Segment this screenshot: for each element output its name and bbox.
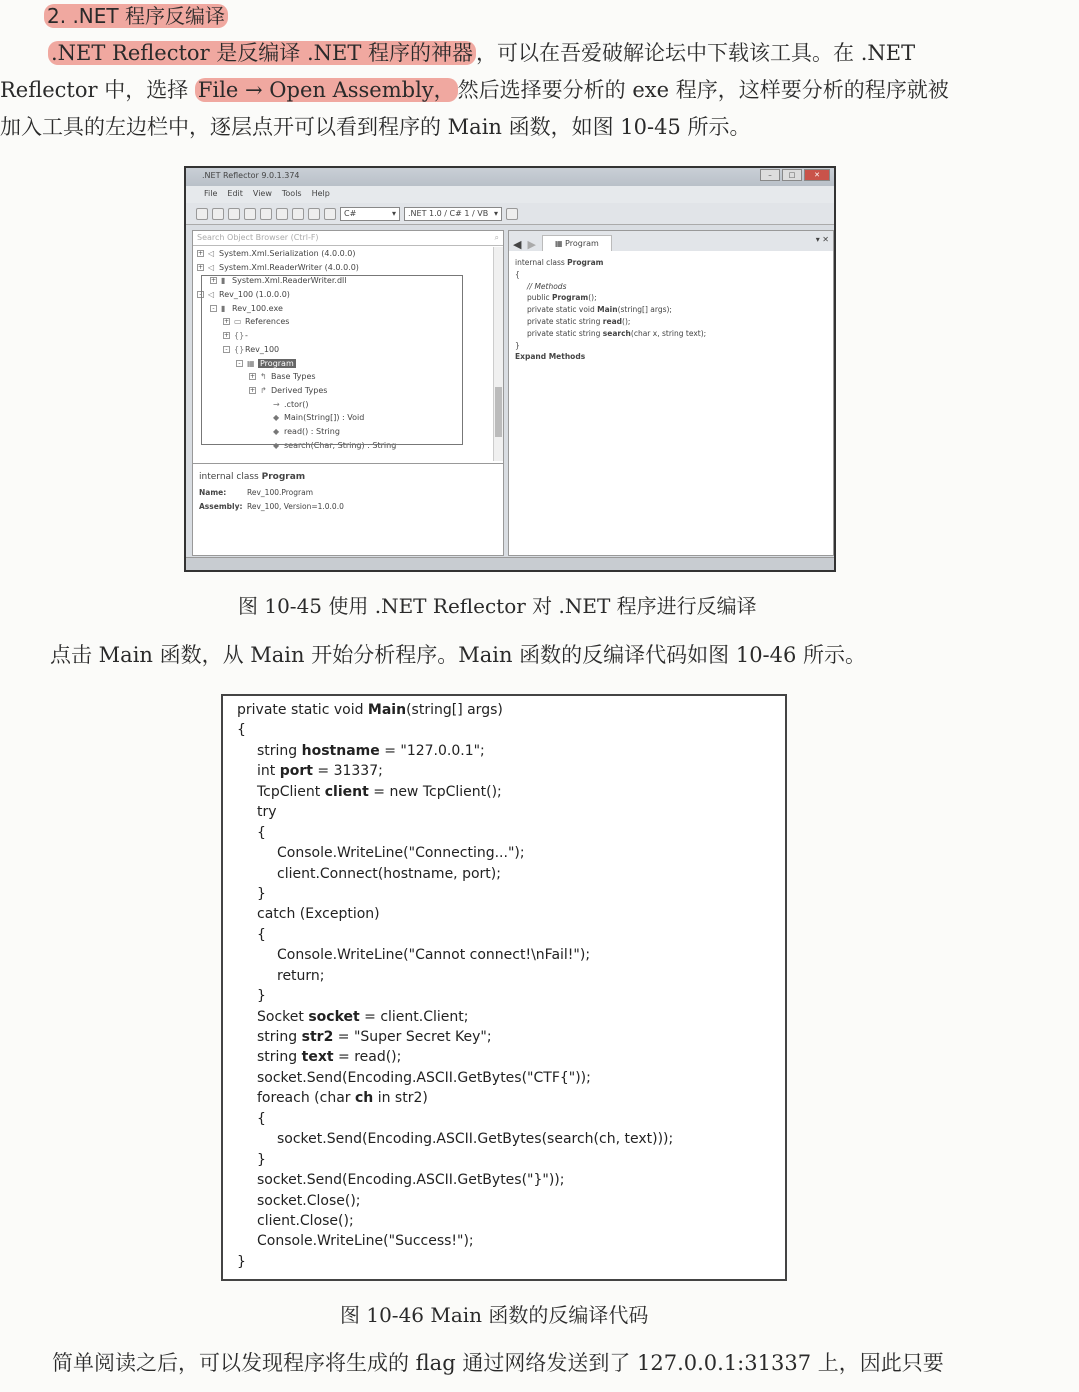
code-text: Console.WriteLine("Success!"); — [257, 1233, 474, 1250]
method-icon: ◆ — [273, 426, 280, 436]
code-text: = "Super Secret Key"; — [333, 1029, 492, 1045]
code-line — [237, 904, 785, 924]
method-icon: ◆ — [273, 440, 280, 450]
code-line — [237, 1068, 785, 1088]
code-line — [515, 316, 827, 328]
paragraph-line: 加入工具的左边栏中，逐层点开可以看到程序的 Main 函数，如图 10-45 所示。 — [0, 115, 751, 139]
expand-icon[interactable]: - — [210, 305, 217, 312]
code-text: string — [257, 1029, 302, 1045]
code-text: return; — [277, 967, 325, 984]
chevron-down-icon: ▾ — [493, 208, 498, 218]
code-text: in str2) — [373, 1090, 428, 1107]
code-text: { — [257, 824, 266, 841]
code-text: } — [237, 1253, 246, 1270]
close-tab-icon[interactable]: ▾ ✕ — [815, 235, 829, 244]
expand-icon[interactable]: - — [236, 360, 243, 367]
status-bar — [186, 557, 834, 570]
code-line — [237, 1191, 785, 1211]
main-code-figure — [221, 694, 787, 1281]
code-text: } — [257, 1151, 266, 1168]
code-text: TcpClient — [257, 783, 325, 800]
code-line — [237, 761, 785, 781]
tree-item-label: search(Char, String) : String — [284, 440, 397, 450]
reflector-screenshot — [184, 166, 836, 572]
expand-icon[interactable]: + — [224, 332, 230, 340]
code-text: int — [257, 763, 280, 780]
warning-icon[interactable] — [324, 208, 336, 220]
code-line — [515, 269, 827, 281]
scrollbar[interactable] — [493, 247, 503, 461]
code-text: { — [237, 722, 246, 739]
code-line — [237, 1047, 785, 1067]
tree-item-label: Rev_100 — [245, 344, 280, 354]
expand-icon[interactable]: - — [197, 291, 204, 298]
expand-icon[interactable]: + — [198, 263, 204, 271]
paragraph-line: .NET Reflector 是反编译 .NET 程序的神器 ，可以在吾爱破解论坛中下载该工具。在 .NET — [48, 35, 915, 72]
open-icon[interactable] — [228, 208, 240, 220]
code-line — [237, 741, 785, 761]
code-line — [237, 1007, 785, 1027]
tree-item-label: Base Types — [271, 372, 316, 382]
code-line — [237, 925, 785, 945]
code-line — [237, 884, 785, 904]
code-text: Console.WriteLine("Connecting..."); — [277, 845, 525, 862]
paragraph-line: Reflector 中，选择 File → Open Assembly， 然后选择要分析的 exe 程序，这样要分析的程序就被 — [0, 78, 949, 102]
code-text: { — [257, 926, 266, 943]
section-heading: 2. .NET 程序反编译 — [44, 2, 228, 30]
code-line — [237, 864, 785, 884]
code-line — [237, 1252, 785, 1272]
save-icon[interactable] — [244, 208, 256, 220]
expand-icon[interactable]: + — [224, 318, 230, 326]
code-identifier: socket — [308, 1008, 360, 1025]
assembly-icon: ◁ — [208, 249, 215, 258]
tree-item-label: Rev_100.exe — [232, 303, 283, 313]
code-text: private static string — [527, 328, 603, 338]
back-icon[interactable] — [196, 208, 208, 220]
base-icon: ↰ — [260, 372, 267, 382]
minimize-icon[interactable]: – — [760, 169, 780, 181]
tree-item[interactable] — [193, 247, 493, 261]
menu-item-view[interactable]: View — [252, 189, 272, 198]
code-line — [237, 1109, 785, 1129]
details-pane: internal class Program Name: Rev_100.Program Assembly: Rev_100, Version=1.0.0.0 — [193, 463, 503, 555]
language-select[interactable]: C# ▾ — [340, 207, 400, 221]
code-line — [515, 292, 827, 304]
module-icon: ▮ — [221, 276, 226, 286]
tree-item-label: .ctor() — [284, 399, 309, 409]
close-icon[interactable]: ✕ — [804, 169, 830, 181]
code-line — [237, 782, 785, 802]
code-text: (); — [588, 293, 597, 303]
code-view-pane — [508, 230, 834, 556]
tree-item-label: read() : String — [284, 426, 340, 436]
code-text: client.Close(); — [257, 1212, 354, 1229]
code-text: (); — [622, 316, 631, 326]
expand-icon[interactable]: + — [250, 386, 256, 394]
code-line — [515, 257, 827, 269]
options-icon[interactable] — [506, 208, 518, 220]
code-identifier: Expand Methods — [515, 352, 586, 362]
code-identifier: ch — [354, 1090, 374, 1107]
code-identifier: search — [602, 328, 631, 338]
search-input[interactable]: Search Object Browser (Ctrl-F) ⌕ — [193, 231, 503, 246]
code-text: = new TcpClient(); — [368, 783, 502, 800]
code-text: socket.Send(Encoding.ASCII.GetBytes(search(ch, text))); — [277, 1131, 674, 1148]
back-icon[interactable]: ◀ — [513, 238, 522, 251]
tree-item-label: System.Xml.ReaderWriter (4.0.0.0) — [219, 262, 359, 272]
code-identifier: Main — [597, 305, 618, 315]
search-icon[interactable] — [308, 208, 320, 220]
tree-item-label: Derived Types — [271, 385, 328, 395]
code-text: } — [257, 988, 266, 1005]
decompiled-class — [509, 251, 833, 369]
code-text: // Methods — [527, 281, 567, 291]
expand-icon[interactable]: + — [250, 373, 256, 381]
module-icon: ▮ — [221, 303, 226, 313]
code-text: client.Connect(hostname, port); — [277, 865, 501, 882]
code-identifier: Main — [367, 702, 407, 718]
figure-caption: 图 10-46 Main 函数的反编译代码 — [340, 1303, 649, 1327]
code-line — [237, 802, 785, 822]
code-text: (char x, string text); — [630, 328, 707, 338]
menu-item-file[interactable]: File — [204, 189, 218, 198]
code-text: public — [527, 293, 552, 303]
code-text: } — [515, 340, 520, 350]
menu-bar — [186, 186, 834, 203]
tree-item-label: - — [245, 331, 248, 341]
forward-icon[interactable] — [212, 208, 224, 220]
tree-item-label: Rev_100 (1.0.0.0) — [219, 290, 290, 300]
code-line — [237, 1170, 785, 1190]
code-line — [237, 1129, 785, 1149]
code-text: internal class — [515, 258, 568, 267]
code-text: private static string — [527, 316, 603, 326]
tree-item-label: System.Xml.Serialization (4.0.0.0) — [219, 249, 356, 258]
code-identifier: read — [602, 316, 623, 326]
code-text: (string[] args); — [617, 305, 672, 315]
code-text: = "127.0.0.1"; — [379, 742, 485, 759]
code-line — [237, 1150, 785, 1170]
assembly-icon: ◁ — [208, 290, 215, 300]
code-line — [515, 351, 827, 363]
code-text: = 31337; — [312, 763, 383, 780]
tab-program[interactable]: ▦ Program — [542, 235, 612, 251]
paragraph-line: 点击 Main 函数，从 Main 开始分析程序。Main 函数的反编译代码如图 10-46 所示。 — [50, 643, 867, 667]
code-text: socket.Send(Encoding.ASCII.GetBytes("CTF{")); — [257, 1069, 591, 1086]
browser-icon[interactable] — [276, 208, 288, 220]
code-text: { — [515, 269, 520, 279]
tab-bar — [509, 231, 833, 251]
tree-item[interactable] — [193, 261, 493, 275]
menu-item-edit[interactable]: Edit — [227, 189, 243, 198]
code-text: = read(); — [333, 1049, 402, 1066]
tree-item-label: Program — [260, 358, 294, 368]
code-text: Socket — [257, 1008, 309, 1025]
tree-item-label: Main(String[]) : Void — [284, 413, 365, 423]
code-text: catch (Exception) — [257, 906, 380, 923]
search-icon: ⌕ — [494, 233, 499, 242]
code-line — [515, 304, 827, 316]
code-text: string — [257, 742, 302, 759]
maximize-icon[interactable]: □ — [782, 169, 802, 181]
code-identifier: Program — [567, 258, 604, 267]
folder-icon: ▭ — [234, 317, 242, 327]
code-text: private static void — [527, 305, 598, 315]
code-text: } — [257, 885, 266, 902]
tree-item-label: System.Xml.ReaderWriter.dll — [232, 276, 347, 286]
expand-icon[interactable]: - — [223, 346, 230, 353]
code-line — [237, 700, 785, 720]
code-line — [237, 986, 785, 1006]
code-text: Console.WriteLine("Cannot connect!\nFail!"); — [277, 947, 591, 964]
title-bar: .NET Reflector 9.0.1.374 – □ ✕ — [186, 168, 834, 186]
object-browser-pane — [192, 230, 504, 556]
code-line — [237, 843, 785, 863]
code-identifier: port — [279, 763, 313, 780]
menu-item-help[interactable]: Help — [311, 189, 330, 198]
code-text: socket.Send(Encoding.ASCII.GetBytes("}")); — [257, 1172, 565, 1189]
method-icon: ◆ — [273, 413, 280, 423]
class-icon: ▦ — [554, 239, 566, 248]
expand-icon[interactable]: + — [198, 250, 204, 257]
code-line — [515, 328, 827, 340]
paragraph-line: 简单阅读之后，可以发现程序将生成的 flag 通过网络发送到了 127.0.0.1:31337 上，因此只要 — [52, 1351, 944, 1375]
ctor-icon: → — [273, 399, 280, 409]
code-text: private static void — [237, 702, 368, 718]
code-text: { — [257, 1110, 266, 1127]
forward-icon[interactable]: ▶ — [527, 238, 536, 251]
refresh-icon[interactable] — [260, 208, 272, 220]
code-identifier: Program — [551, 293, 589, 303]
chevron-down-icon: ▾ — [391, 208, 396, 218]
code-line — [237, 1027, 785, 1047]
code-text: = client.Client; — [359, 1008, 469, 1025]
code-identifier: text — [301, 1049, 334, 1066]
code-line — [237, 1231, 785, 1251]
toolbar — [186, 203, 834, 225]
derived-icon: ↱ — [260, 385, 267, 395]
window-icon[interactable] — [292, 208, 304, 220]
code-line — [237, 1088, 785, 1108]
code-text: try — [257, 804, 277, 821]
code-text: socket.Close(); — [257, 1192, 361, 1209]
code-line — [237, 823, 785, 843]
code-text: (string[] args) — [406, 702, 503, 718]
figure-caption: 图 10-45 使用 .NET Reflector 对 .NET 程序进行反编译 — [238, 594, 757, 618]
code-line — [237, 720, 785, 740]
code-text: string — [257, 1049, 302, 1066]
tree-item-label: References — [245, 317, 290, 327]
code-line — [515, 281, 827, 293]
code-identifier: hostname — [301, 742, 380, 759]
expand-icon[interactable]: + — [211, 277, 217, 285]
namespace-icon: {} — [234, 344, 245, 354]
code-line — [237, 1211, 785, 1231]
namespace-icon: {} — [234, 331, 245, 341]
code-identifier: str2 — [301, 1029, 334, 1045]
class-icon: ▦ — [247, 358, 255, 368]
code-identifier: client — [324, 783, 369, 800]
code-line — [237, 966, 785, 986]
menu-item-tools[interactable]: Tools — [281, 189, 302, 198]
code-line — [515, 340, 827, 352]
assembly-icon: ◁ — [208, 262, 215, 272]
code-line — [237, 945, 785, 965]
framework-select[interactable]: .NET 1.0 / C# 1 / VB ▾ — [404, 207, 502, 221]
code-text: foreach (char — [257, 1090, 355, 1107]
